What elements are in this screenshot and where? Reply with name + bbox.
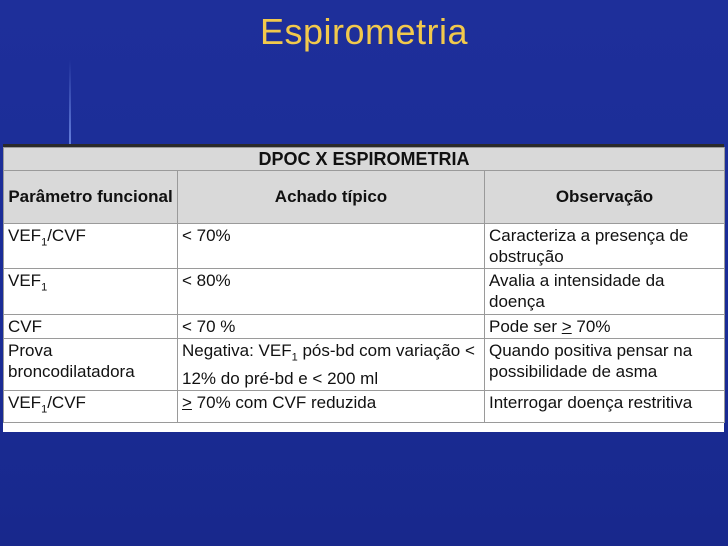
header-observation: Observação xyxy=(485,171,725,224)
header-finding: Achado típico xyxy=(178,171,485,224)
parameter-cell: Prova broncodilatadora xyxy=(4,339,178,391)
table-title-row xyxy=(4,148,725,171)
header-parameter: Parâmetro funcional xyxy=(4,171,178,224)
parameter-cell: $VEF_1$/CVF xyxy=(4,391,178,422)
decorative-line xyxy=(69,60,71,150)
slide-title: Espirometria xyxy=(259,11,469,52)
finding-cell: < 70% xyxy=(178,224,485,269)
table-row xyxy=(4,224,725,269)
observation-cell: Caracteriza a presença de obstrução xyxy=(485,224,725,269)
table-row xyxy=(4,391,725,422)
table-row xyxy=(4,339,725,391)
finding-cell: < 80% xyxy=(178,269,485,315)
finding-cell: < 70 % xyxy=(178,315,485,339)
table-title: DPOC X ESPIROMETRIA xyxy=(4,148,725,171)
observation-cell: Quando positiva pensar na possibilidade de asma xyxy=(485,339,725,391)
finding-cell: > 70% com CVF reduzida xyxy=(178,391,485,422)
table-row xyxy=(4,269,725,315)
observation-cell: Interrogar doença restritiva xyxy=(485,391,725,422)
table-row xyxy=(4,315,725,339)
table-header-row xyxy=(4,171,725,224)
parameter-cell: $VEF_1$ xyxy=(4,269,178,315)
observation-cell: Avalia a intensidade da doença xyxy=(485,269,725,315)
parameter-cell: CVF xyxy=(4,315,178,339)
parameter-cell: $VEF_1$/CVF xyxy=(4,224,178,269)
observation-cell: Pode ser > 70% xyxy=(485,315,725,339)
spirometry-table-container xyxy=(3,144,724,432)
spirometry-table xyxy=(3,147,725,423)
finding-cell: Negativa: $VEF_1$ pós-bd com variação < 12% do pré-bd e < 200 ml xyxy=(178,339,485,391)
